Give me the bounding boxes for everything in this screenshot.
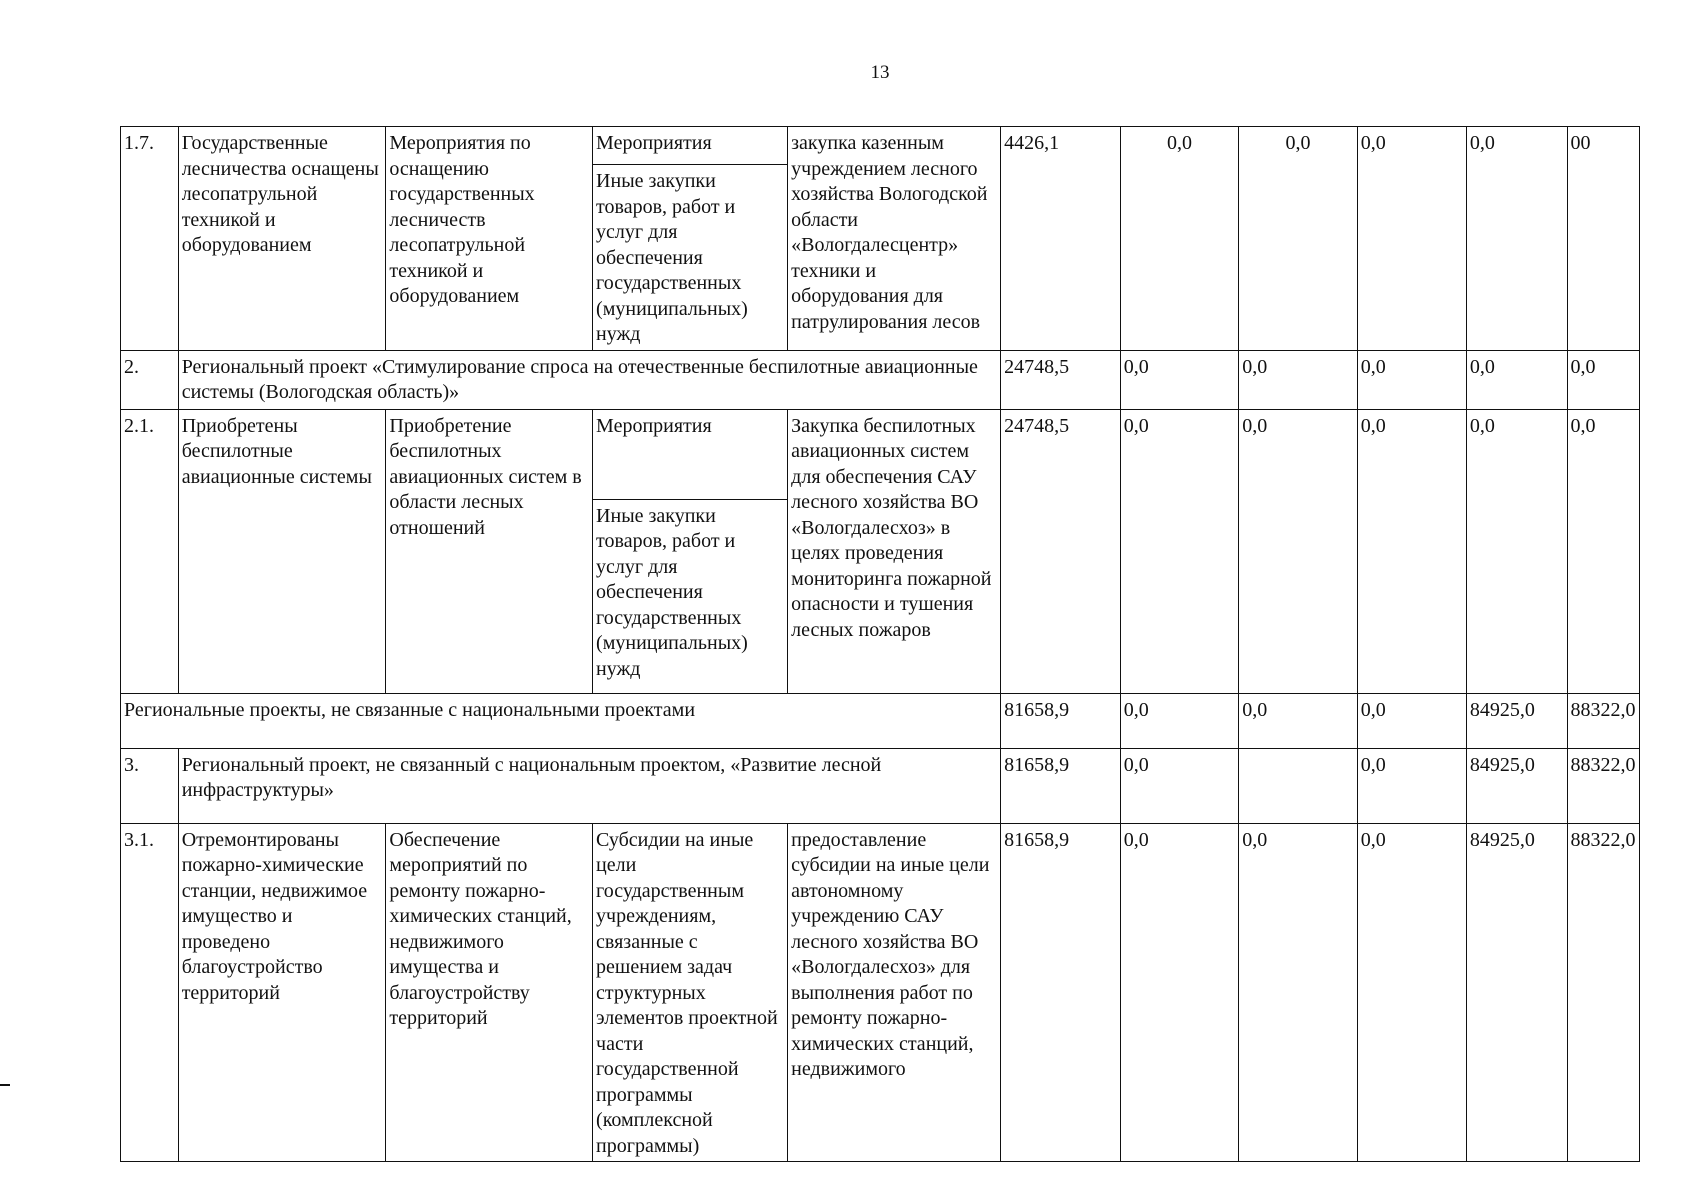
value-cell: 0,0 (1239, 823, 1358, 1162)
margin-mark (0, 1084, 10, 1086)
value-cell: 0,0 (1567, 409, 1639, 693)
value-cell: 88322,0 (1567, 748, 1639, 823)
expense-type-top: Мероприятия (593, 410, 787, 500)
expense-type-cell (593, 409, 788, 693)
value-cell: 0,0 (1357, 409, 1466, 693)
value-cell: 81658,9 (1001, 693, 1121, 748)
project-title-cell: Региональный проект «Стимулирование спроса на отечественные беспилотные авиационные системы (Вологодская область)» (178, 350, 1000, 409)
value-cell: 24748,5 (1001, 409, 1121, 693)
table-row (121, 350, 1640, 409)
value-cell: 0,0 (1239, 693, 1358, 748)
value-cell: 0,0 (1120, 127, 1239, 351)
value-cell: 81658,9 (1001, 823, 1121, 1162)
value-cell: 0,0 (1120, 409, 1239, 693)
budget-table (120, 126, 1640, 1162)
value-cell: 0,0 (1120, 693, 1239, 748)
table-row (121, 693, 1640, 748)
expense-type-bottom: Иные закупки товаров, работ и услуг для обеспечения государственных (муниципальных) нужд (596, 170, 748, 345)
value-cell: 0,0 (1120, 748, 1239, 823)
table-row (121, 823, 1640, 1162)
group-title-cell: Региональные проекты, не связанные с национальными проектами (121, 693, 1001, 748)
expense-type-cell (593, 127, 788, 351)
description-cell: предоставление субсидии на иные цели автономному учреждению САУ лесного хозяйства ВО «Вологдалесхоз» для выполнения работ по ремонту пожарно-химических станций, недвижимого (788, 823, 1001, 1162)
value-cell: 0,0 (1357, 127, 1466, 351)
value-cell: 24748,5 (1001, 350, 1121, 409)
value-cell: 84925,0 (1466, 823, 1567, 1162)
value-cell (1239, 748, 1358, 823)
value-cell: 0,0 (1120, 350, 1239, 409)
value-cell: 0,0 (1466, 350, 1567, 409)
event-cell: Мероприятия по оснащению государственных лесничеств лесопатрульной техникой и оборудованием (386, 127, 593, 351)
project-title-cell: Региональный проект, не связанный с национальным проектом, «Развитие лесной инфраструктуры» (178, 748, 1000, 823)
page-number: 13 (870, 62, 890, 83)
event-cell: Приобретение беспилотных авиационных систем в области лесных отношений (386, 409, 593, 693)
description-cell: закупка казенным учреждением лесного хозяйства Вологодской области «Вологдалесцентр» техники и оборудования для патрулирования лесов (788, 127, 1001, 351)
table-row (121, 748, 1640, 823)
table-row (121, 409, 1640, 693)
value-cell: 0,0 (1239, 409, 1358, 693)
value-cell: 81658,9 (1001, 748, 1121, 823)
value-cell: 84925,0 (1466, 748, 1567, 823)
row-number: 2.1. (121, 409, 179, 693)
value-cell: 0,0 (1466, 127, 1567, 351)
row-number: 3. (121, 748, 179, 823)
result-cell: Приобретены беспилотные авиационные системы (178, 409, 386, 693)
value-cell: 0,0 (1239, 350, 1358, 409)
value-cell: 0,0 (1357, 748, 1466, 823)
value-cell: 0,0 (1466, 409, 1567, 693)
value-cell: 0,0 (1239, 127, 1358, 351)
row-number: 3.1. (121, 823, 179, 1162)
table-row (121, 127, 1640, 351)
value-cell: 0,0 (1357, 823, 1466, 1162)
value-cell: 0,0 (1357, 350, 1466, 409)
row-number: 2. (121, 350, 179, 409)
value-cell: 84925,0 (1466, 693, 1567, 748)
event-cell: Обеспечение мероприятий по ремонту пожарно-химических станций, недвижимого имущества и благоустройству территорий (386, 823, 593, 1162)
value-cell: 88322,0 (1567, 693, 1639, 748)
value-cell: 88322,0 (1567, 823, 1639, 1162)
expense-type-bottom: Иные закупки товаров, работ и услуг для обеспечения государственных (муниципальных) нужд (596, 504, 748, 680)
description-cell: Закупка беспилотных авиационных систем для обеспечения САУ лесного хозяйства ВО «Вологдалесхоз» в целях проведения мониторинга пожарной опасности и тушения лесных пожаров (788, 409, 1001, 693)
value-cell: 0,0 (1120, 823, 1239, 1162)
expense-type-cell: Субсидии на иные цели государственным учреждениям, связанные с решением задач структурных элементов проектной части государственной программы (комплексной программы) (593, 823, 788, 1162)
result-cell: Государственные лесничества оснащены лесопатрульной техникой и оборудованием (178, 127, 386, 351)
value-cell: 4426,1 (1001, 127, 1121, 351)
value-cell: 0,0 (1567, 350, 1639, 409)
expense-type-top: Мероприятия (593, 127, 787, 165)
result-cell: Отремонтированы пожарно-химические станции, недвижимое имущество и проведено благоустройство территорий (178, 823, 386, 1162)
value-cell: 00 (1567, 127, 1639, 351)
value-cell: 0,0 (1357, 693, 1466, 748)
row-number: 1.7. (121, 127, 179, 351)
